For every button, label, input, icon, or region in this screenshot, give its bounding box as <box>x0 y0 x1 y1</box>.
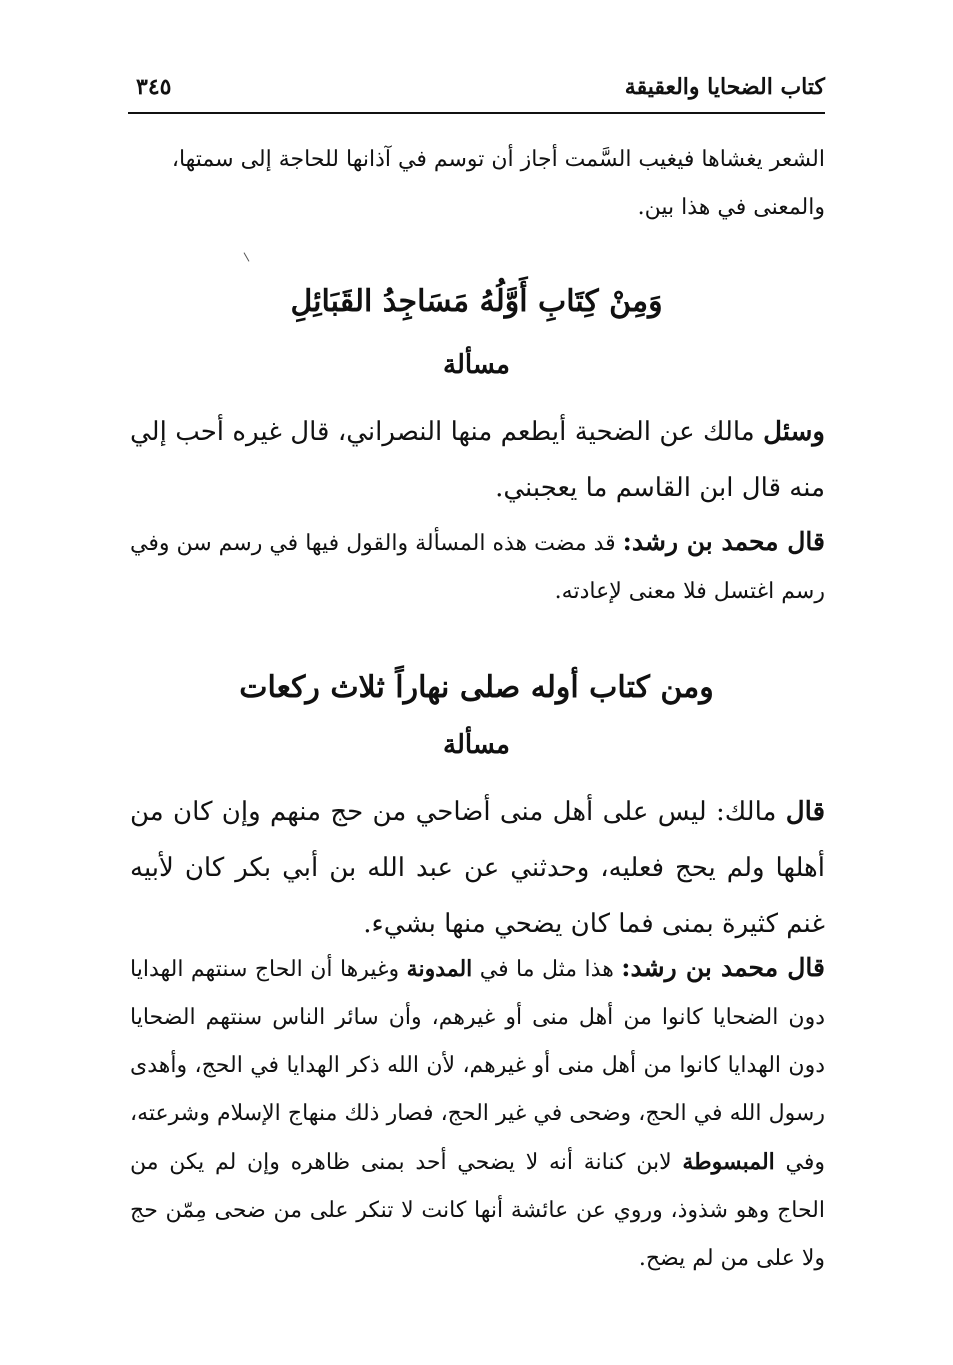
section-1-heading: وَمِنْ كِتَابِ أَوَّلُهُ مَسَاجِدُ القَبَائِلِ <box>290 284 663 319</box>
paragraph-text: مالك: ليس على أهل منى أضاحي من حج منهم وإن كان من أهلها ولم يحج فعليه، وحدثني عن عبد الله بن أبي بكر كان لأبيه غنم كثيرة بمنى فما كان يضحي منها بشيء. <box>130 797 825 939</box>
section-1-paragraph-1 <box>130 404 825 516</box>
section-2-heading: ومن كتاب أوله صلى نهاراً ثلاث ركعات <box>239 670 714 705</box>
lead-word: وسئل <box>763 417 825 447</box>
lead-word: قال <box>785 797 825 827</box>
section-1-subheading: مسألة <box>443 350 510 380</box>
section-2-paragraph-2 <box>130 944 825 1283</box>
book-title-mabsuta: المبسوطة <box>682 1149 775 1175</box>
header-title: كتاب الضحايا والعقيقة <box>624 74 825 100</box>
lead-phrase: قال محمد بن رشد: <box>622 527 825 556</box>
section-1-paragraph-2 <box>130 518 825 616</box>
paragraph-text-1: هذا مثل ما في <box>472 957 622 982</box>
section-2-paragraph-1 <box>130 784 825 952</box>
running-header <box>128 68 825 108</box>
stray-mark <box>244 252 250 261</box>
lead-phrase: قال محمد بن رشد: <box>621 953 825 982</box>
paragraph-text-3: لابن كنانة أنه لا يضحي أحد بمنى ظاهره وإن لم يكن من الحاج وهو شذوذ، وروي عن عائشة أنها كانت لا تنكر على من ضحى مِمّن حج ولا على من لم يضح. <box>130 1150 825 1271</box>
intro-paragraph <box>130 136 825 232</box>
section-2-subheading: مسألة <box>443 730 510 760</box>
intro-line-1: الشعر يغشاها فيغيب السَّمت أجاز أن توسم في آذانها للحاجة إلى سمتها، <box>171 147 825 172</box>
page-number: ٣٤٥ <box>136 74 172 100</box>
book-title-mudawwana: المدونة <box>406 956 473 982</box>
paragraph-text: مالك عن الضحية أيطعم منها النصراني، قال غيره أحب إلي منه قال ابن القاسم ما يعجبني. <box>130 417 825 503</box>
intro-line-2: والمعنى في هذا بين. <box>637 195 825 220</box>
header-rule <box>128 112 825 114</box>
paragraph-text-2: وغيرها أن الحاج سنتهم الهدايا دون الضحايا كانوا من أهل منى أو غيرهم، وأن سائر الناس سنتهم الضحايا دون الهدايا كانوا من أهل منى أو غيرهم، لأن الله ذكر الهدايا في الحج، وأهدى رسول الله في الحج، وضحى في غير الحج، فصار ذلك منهاج الإسلام وشرعته، وفي <box>130 957 825 1175</box>
paragraph-text: قد مضت هذه المسألة والقول فيها في رسم سن وفي رسم اغتسل فلا معنى لإعادته. <box>130 531 825 604</box>
